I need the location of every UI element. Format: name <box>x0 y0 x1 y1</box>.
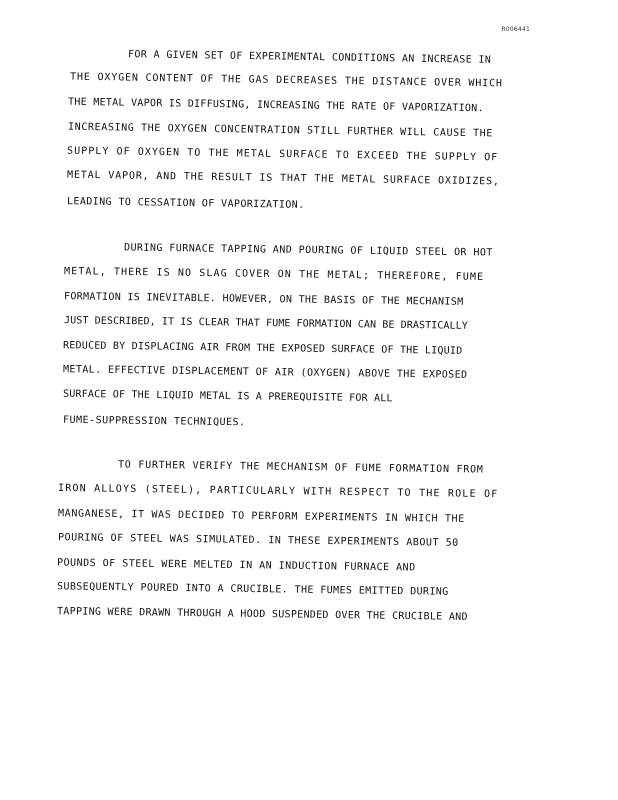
p2-line-1: DURING FURNACE TAPPING AND POURING OF LIQUID STEEL OR HOT <box>123 242 493 259</box>
p1-line-5: SUPPLY OF OXYGEN TO THE METAL SURFACE TO EXCEED THE SUPPLY OF <box>66 145 499 164</box>
p2-line-3: FORMATION IS INEVITABLE. HOWEVER, ON THE BASIS OF THE MECHANISM <box>63 291 464 308</box>
p3-line-1: TO FURTHER VERIFY THE MECHANISM OF FUME FORMATION FROM <box>117 459 484 476</box>
p2-line-4: JUST DESCRIBED, IT IS CLEAR THAT FUME FORMATION CAN BE DRASTICALLY <box>63 315 469 332</box>
p2-line-7: SURFACE OF THE LIQUID METAL IS A PREREQUISITE FOR ALL <box>62 388 393 405</box>
p2-line-8: FUME-SUPPRESSION TECHNIQUES. <box>62 414 246 429</box>
p2-line-2: METAL, THERE IS NO SLAG COVER ON THE METAL; THEREFORE, FUME <box>63 266 485 283</box>
p2-line-6: METAL. EFFECTIVE DISPLACEMENT OF AIR (OXYGEN) ABOVE THE EXPOSED <box>62 364 468 381</box>
p1-line-1: FOR A GIVEN SET OF EXPERIMENTAL CONDITIONS AN INCREASE IN <box>127 49 492 66</box>
p1-line-7: LEADING TO CESSATION OF VAPORIZATION. <box>66 196 305 211</box>
p3-line-5: POUNDS OF STEEL WERE MELTED IN AN INDUCTION FURNACE AND <box>56 557 416 574</box>
p1-line-2: THE OXYGEN CONTENT OF THE GAS DECREASES THE DISTANCE OVER WHICH <box>69 71 503 90</box>
p3-line-2: IRON ALLOYS (STEEL), PARTICULARLY WITH RESPECT TO THE ROLE OF <box>57 482 499 501</box>
p3-line-4: POURING OF STEEL WAS SIMULATED. IN THESE EXPERIMENTS ABOUT 50 <box>57 532 459 549</box>
p3-line-7: TAPPING WERE DRAWN THROUGH A HOOD SUSPENDED OVER THE CRUCIBLE AND <box>56 606 468 623</box>
p1-line-6: METAL VAPOR, AND THE RESULT IS THAT THE METAL SURFACE OXIDIZES, <box>66 169 500 188</box>
p1-line-3: THE METAL VAPOR IS DIFFUSING, INCREASING THE RATE OF VAPORIZATION. <box>67 96 484 115</box>
document-id: R006441 <box>501 26 530 33</box>
p2-line-5: REDUCED BY DISPLACING AIR FROM THE EXPOSED SURFACE OF THE LIQUID <box>62 340 463 357</box>
p3-line-6: SUBSEQUENTLY POURED INTO A CRUCIBLE. THE FUMES EMITTED DURING <box>56 581 449 598</box>
p1-line-4: INCREASING THE OXYGEN CONCENTRATION STILL FURTHER WILL CAUSE THE <box>67 121 494 140</box>
p3-line-3: MANGANESE, IT WAS DECIDED TO PERFORM EXPERIMENTS IN WHICH THE <box>57 508 465 525</box>
